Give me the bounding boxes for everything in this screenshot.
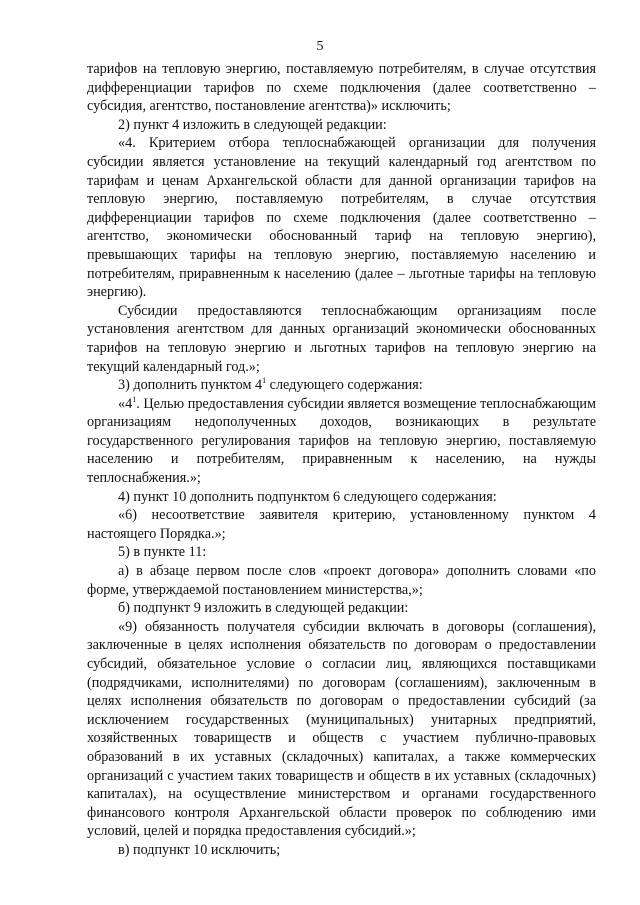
superscript-1: 1 <box>262 376 267 386</box>
paragraph-item-2: 2) пункт 4 изложить в следующей редакции: <box>118 116 387 133</box>
paragraph-subitem-6: «6) несоответствие заявителя критерию, установленному пунктом 4 настоящего Порядка.»; <box>87 507 596 542</box>
paragraph-subitem-a: а) в абзаце первом после слов «проект договора» дополнить словами «по форме, утверждаемой постановлением министерства,»; <box>87 563 596 598</box>
paragraph-criterion: «4. Критерием отбора теплоснабжающей организации для получения субсидии является установление на текущий календарный год агентством по тарифам и ценам Архангельской области для данной организации тарифов на тепловую энергию, поставляемую потребителям, в случае отсутствия дифференциации тарифов по схеме подключения (далее соответственно – агентство, экономически обоснованный тариф на тепловую энергию), превышающих тарифы на тепловую энергию, поставляемую населению и потребителям, приравненным к населению (далее – льготные тарифы на тепловую энергию). <box>87 135 596 301</box>
paragraph-purpose <box>87 395 596 488</box>
paragraph-obligation: «9) обязанность получателя субсидии включать в договоры (соглашения), заключенные в целях исполнения обязательств по договорам о предоставлении субсидий, обязательное условие о согласии лиц, являющихся поставщиками (подрядчиками, исполнителями) по договорам (соглашениям), заключенным в целях исполнения обязательств по договорам о предоставлении субсидий (за исключением государственных (муниципальных) унитарных предприятий, хозяйственных товариществ и обществ с участием публично-правовых образований в их уставных (складочных) капиталах, а также коммерческих организаций с участием таких товариществ и обществ в их уставных (складочных) капиталах), на осуществление министерством и органами государственного финансового контроля Архангельской области проверок по соблюдению ими условий, целей и порядка предоставления субсидий.»; <box>87 618 596 840</box>
paragraph-purpose-pre: «4 <box>118 395 133 412</box>
paragraph-item-3-pre: 3) дополнить пунктом 4 <box>118 377 263 394</box>
document-body <box>87 60 596 860</box>
page-number: 5 <box>316 39 324 54</box>
paragraph-continuation: тарифов на тепловую энергию, поставляемую потребителям, в случае отсутствия дифференциации тарифов по схеме подключения (далее соответственно – субсидия, агентство, постановление агентства)» исключить; <box>87 61 596 115</box>
paragraph-item-3 <box>87 376 596 395</box>
paragraph-subsidies: Субсидии предоставляются теплоснабжающим организациям после установления агентством для данных организаций экономически обоснованных тарифов на тепловую энергию и льготных тарифов на тепловую энергию на текущий календарный год.»; <box>87 302 596 375</box>
paragraph-item-4: 4) пункт 10 дополнить подпунктом 6 следующего содержания: <box>118 488 497 505</box>
paragraph-item-5: 5) в пункте 11: <box>118 544 207 561</box>
paragraph-subitem-v: в) подпункт 10 исключить; <box>118 841 281 858</box>
paragraph-subitem-b: б) подпункт 9 изложить в следующей редакции: <box>118 600 409 617</box>
paragraph-purpose-post: . Целью предоставления субсидии является возмещение теплоснабжающим организациям недополученных доходов, возникающих в результате государственного регулирования тарифов на тепловую энергию, поставляемую населению и потребителям, приравненным к населению, на нужды теплоснабжения.»; <box>87 395 596 487</box>
paragraph-item-3-post: следующего содержания: <box>266 377 423 394</box>
superscript-1: 1 <box>132 394 137 404</box>
